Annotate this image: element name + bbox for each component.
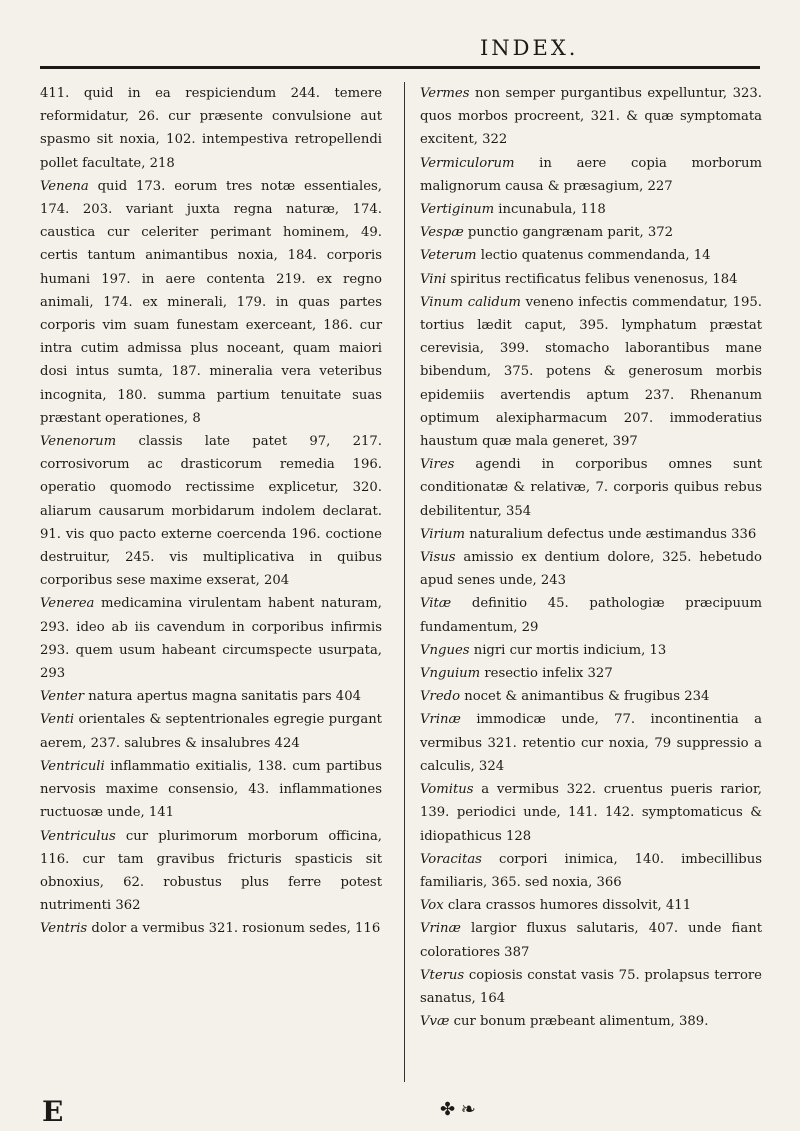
index-headword: Venerea bbox=[40, 596, 95, 612]
index-text: naturalium defectus unde æstimandus 336 bbox=[465, 526, 757, 542]
header-rule bbox=[40, 66, 760, 69]
index-text: non semper purgantibus expelluntur, 323. quos morbos procreent, 321. & quæ symptomata excitent, 322 bbox=[420, 86, 762, 148]
index-text: cur bonum præbeant alimentum, 389. bbox=[449, 1014, 709, 1030]
index-headword: Vertiginum bbox=[420, 202, 495, 218]
index-text: 411. quid in ea respiciendum 244. temere reformidatur, 26. cur præsente convulsione aut spasmo sit noxia, 102. intempestiva retropellendi pollet facultate, 218 bbox=[40, 86, 382, 171]
page-footer bbox=[40, 1095, 760, 1128]
index-text: agendi in corporibus omnes sunt conditionatæ & relativæ, 7. corporis quibus rebus debilitentur, 354 bbox=[420, 457, 762, 519]
index-text: nigri cur mortis indicium, 13 bbox=[469, 642, 667, 658]
index-entry bbox=[420, 662, 762, 685]
index-text: incunabula, 118 bbox=[494, 202, 606, 218]
index-entry bbox=[40, 592, 382, 685]
index-text: resectio infelix 327 bbox=[480, 666, 613, 682]
index-headword: Veterum bbox=[420, 248, 477, 264]
index-text: in aere copia morborum malignorum causa & præsagium, 227 bbox=[420, 155, 762, 194]
index-text: spiritus rectificatus felibus venenosus, 184 bbox=[446, 271, 738, 287]
column-divider bbox=[404, 82, 405, 1082]
left-column bbox=[40, 82, 382, 941]
index-entry bbox=[420, 848, 762, 894]
index-headword: Vrinæ bbox=[420, 921, 461, 937]
ornament: ✤ ❧ bbox=[440, 1099, 476, 1120]
index-text: dolor a vermibus 321. rosionum sedes, 116 bbox=[87, 921, 381, 937]
index-text: natura apertus magna sanitatis pars 404 bbox=[84, 689, 361, 705]
index-entry bbox=[420, 523, 762, 546]
index-headword: Ventris bbox=[40, 921, 88, 937]
index-headword: Vrinæ bbox=[420, 712, 461, 728]
index-headword: Vires bbox=[420, 457, 455, 473]
index-headword: Vitæ bbox=[420, 596, 452, 612]
index-entry bbox=[40, 82, 382, 175]
index-entry bbox=[420, 917, 762, 963]
page-header bbox=[40, 30, 760, 70]
index-headword: Vespæ bbox=[420, 225, 464, 241]
index-headword: Vermiculorum bbox=[420, 155, 515, 171]
index-text: amissio ex dentium dolore, 325. hebetudo apud senes unde, 243 bbox=[420, 550, 762, 589]
index-headword: Vox bbox=[420, 898, 444, 914]
index-entry bbox=[40, 825, 382, 918]
index-text: definitio 45. pathologiæ præcipuum fundamentum, 29 bbox=[420, 596, 762, 635]
index-entry bbox=[40, 917, 382, 940]
index-entry bbox=[420, 244, 762, 267]
index-headword: Venti bbox=[40, 712, 75, 728]
index-text: orientales & septentrionales egregie purgant aerem, 237. salubres & insalubres 424 bbox=[40, 712, 382, 751]
index-headword: Venenorum bbox=[40, 434, 117, 450]
index-entry bbox=[420, 639, 762, 662]
index-headword: Vinum calidum bbox=[420, 294, 521, 310]
index-entry bbox=[420, 685, 762, 708]
index-text: punctio gangrænam parit, 372 bbox=[463, 225, 674, 241]
index-text: largior fluxus salutaris, 407. unde fiant coloratiores 387 bbox=[420, 921, 762, 960]
index-text: quid 173. eorum tres notæ essentiales, 174. 203. variant juxta regna naturæ, 174. caustica cur celeriter perimant hominem, 49. certis tantum animantibus noxia, 184. corporis humani 197. in aere contenta 219. ex regno animali, 174. ex minerali, 179. in quas partes corporis vim suam funestam exerceant, 186. cur intra cutim admissa plus noceant, quam maiori dosi intus sumta, 187. mineralia vera veteribus incognita, 180. summa partium tenuitate suas præstant operationes, 8 bbox=[40, 178, 382, 426]
index-entry bbox=[40, 755, 382, 825]
index-text: medicamina virulentam habent naturam, 293. ideo ab iis cavendum in corporibus infirmis 293. quem usum habeant circumspecte usurpata, 293 bbox=[40, 596, 382, 682]
index-entry bbox=[420, 268, 762, 291]
index-headword: Vredo bbox=[420, 689, 461, 705]
index-text: veneno infectis commendatur, 195. tortius lædit caput, 395. lymphatum præstat cerevisia, 399. stomacho laborantibus mane bibendum, 375. potens & generosum morbis epidemiis avertendis aptum 237. Rhenanum optimum alexipharmacum 207. immoderatius haustum quæ mala generet, 397 bbox=[420, 294, 762, 450]
index-headword: Venena bbox=[40, 178, 89, 194]
index-entry bbox=[420, 964, 762, 1010]
index-entry bbox=[420, 82, 762, 152]
signature-mark: E bbox=[42, 1095, 64, 1128]
index-headword: Vterus bbox=[420, 967, 465, 983]
index-headword: Vngues bbox=[420, 642, 470, 658]
index-text: inflammatio exitialis, 138. cum partibus nervosis maxime consensio, 43. inflammationes ructuosæ unde, 141 bbox=[40, 758, 382, 821]
index-entry bbox=[420, 1010, 762, 1033]
index-entry bbox=[420, 152, 762, 198]
index-text: nocet & animantibus & frugibus 234 bbox=[460, 689, 710, 705]
index-entry bbox=[420, 198, 762, 221]
index-headword: Vini bbox=[420, 271, 447, 287]
index-headword: Vnguium bbox=[420, 666, 481, 682]
index-headword: Ventriculi bbox=[40, 758, 105, 774]
index-text: a vermibus 322. cruentus pueris rarior, 139. periodici unde, 141. 142. symptomaticus & idiopathicus 128 bbox=[420, 782, 762, 844]
index-headword: Vomitus bbox=[420, 782, 474, 798]
index-headword: Virium bbox=[420, 526, 466, 542]
index-entry bbox=[420, 291, 762, 453]
index-entry bbox=[40, 708, 382, 754]
index-text: copiosis constat vasis 75. prolapsus terrore sanatus, 164 bbox=[420, 967, 762, 1006]
index-headword: Venter bbox=[40, 689, 85, 705]
index-text: lectio quatenus commendanda, 14 bbox=[476, 248, 711, 264]
right-column bbox=[420, 82, 762, 1033]
index-text: immodicæ unde, 77. incontinentia a vermibus 321. retentio cur noxia, 79 suppressio a calculis, 324 bbox=[420, 712, 762, 774]
index-text: classis late patet 97, 217. corrosivorum ac drasticorum remedia 196. operatio quomodo rectissime explicetur, 320. aliarum causarum morbidarum indolem declarat. 91. vis quo pacto externe coercenda 196. coctione destruitur, 245. vis multiplicativa in quibus corporibus sese maxime exserat, 204 bbox=[40, 434, 382, 589]
index-text: corpori inimica, 140. imbecillibus familiaris, 365. sed noxia, 366 bbox=[420, 851, 762, 890]
index-headword: Voracitas bbox=[420, 851, 482, 867]
index-text: clara crassos humores dissolvit, 411 bbox=[443, 898, 692, 914]
index-entry bbox=[40, 430, 382, 592]
index-entry bbox=[40, 685, 382, 708]
index-entry bbox=[420, 546, 762, 592]
index-headword: Vvæ bbox=[420, 1014, 450, 1030]
index-entry bbox=[420, 221, 762, 244]
index-entry bbox=[420, 453, 762, 523]
index-text: cur plurimorum morborum officina, 116. cur tam gravibus fricturis spasticis sit obnoxius, 62. robustus plus ferre potest nutrimenti 362 bbox=[40, 828, 382, 914]
index-entry bbox=[420, 708, 762, 778]
index-headword: Vermes bbox=[420, 86, 470, 101]
page-title: INDEX. bbox=[480, 36, 579, 60]
index-entry bbox=[420, 592, 762, 638]
index-headword: Visus bbox=[420, 550, 456, 566]
index-entry bbox=[420, 894, 762, 917]
index-headword: Ventriculus bbox=[40, 828, 116, 844]
index-entry bbox=[40, 175, 382, 430]
index-entry bbox=[420, 778, 762, 848]
